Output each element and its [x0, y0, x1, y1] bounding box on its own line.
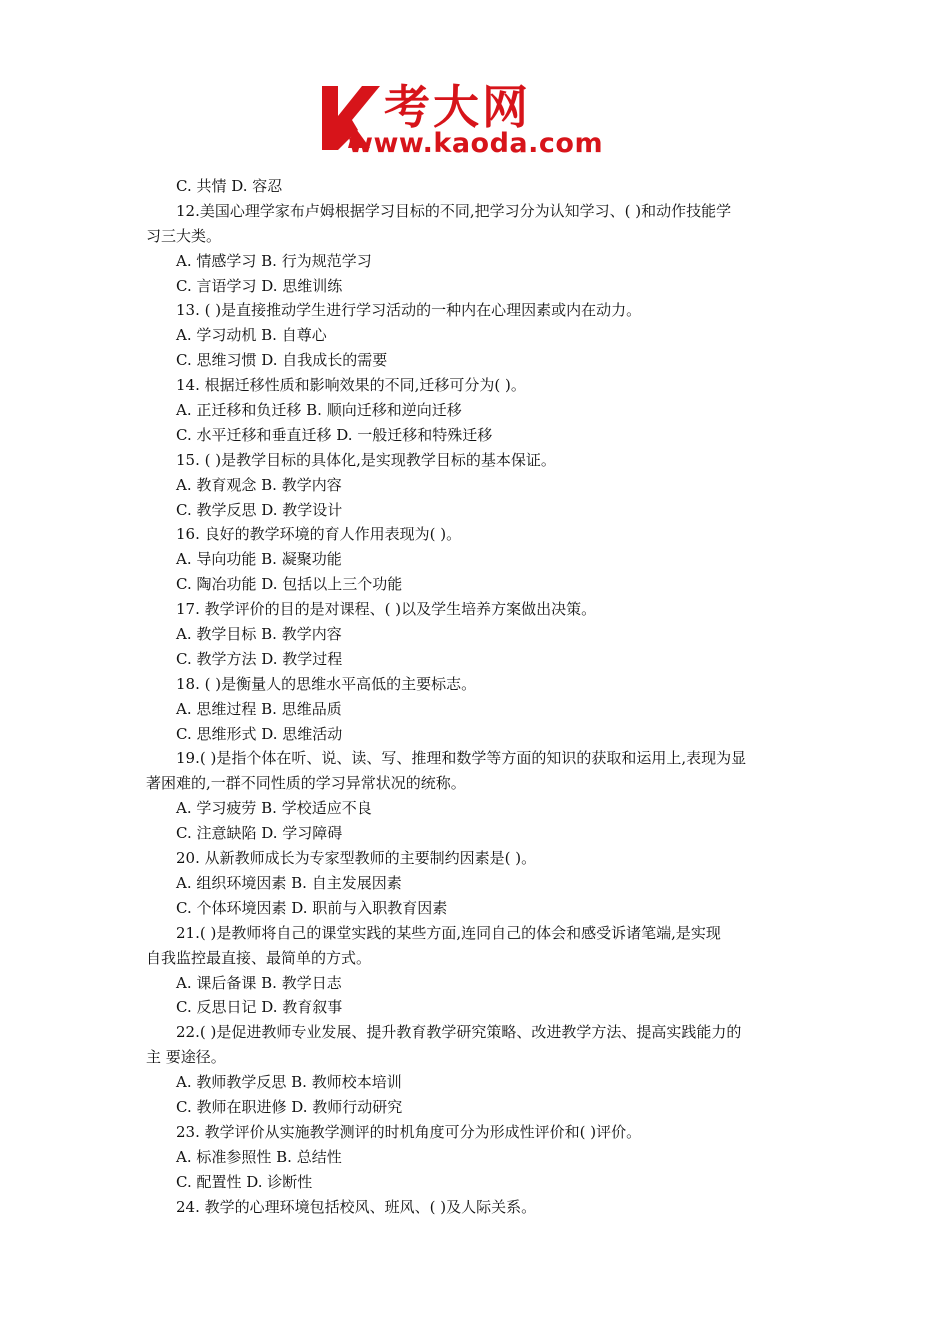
text-line: 17. 教学评价的目的是对课程、( )以及学生培养方案做出决策。 [176, 600, 597, 619]
text-line: C. 教学方法 D. 教学过程 [176, 649, 343, 668]
text-line: C. 水平迁移和垂直迁移 D. 一般迁移和特殊迁移 [176, 425, 493, 444]
text-line: C. 陶冶功能 D. 包括以上三个功能 [176, 575, 403, 594]
text-line: C. 反思日记 D. 教育叙事 [176, 998, 343, 1017]
text-line: 自我监控最直接、最简单的方式。 [146, 948, 372, 967]
text-line: C. 言语学习 D. 思维训练 [176, 276, 343, 295]
text-line: 12.美国心理学家布卢姆根据学习目标的不同,把学习分为认知学习、( )和动作技能学 [176, 201, 732, 220]
text-line: 23. 教学评价从实施教学测评的时机角度可分为形成性评价和( )评价。 [176, 1122, 642, 1141]
text-line: A. 教育观念 B. 教学内容 [176, 475, 342, 494]
text-line: 13. ( )是直接推动学生进行学习活动的一种内在心理因素或内在动力。 [176, 301, 642, 320]
text-line: 著困难的,一群不同性质的学习异常状况的统称。 [146, 774, 466, 793]
text-line: A. 学习疲劳 B. 学校适应不良 [176, 799, 372, 818]
text-line: C. 思维习惯 D. 自我成长的需要 [176, 351, 388, 370]
text-line: A. 标准参照性 B. 总结性 [176, 1147, 342, 1166]
text-line: C. 共情 D. 容忍 [176, 177, 283, 195]
logo-chinese-name: 考大网 [384, 80, 531, 134]
text-line: 22.( )是促进教师专业发展、提升教育教学研究策略、改进教学方法、提高实践能力的 [176, 1023, 742, 1042]
text-line: A. 情感学习 B. 行为规范学习 [176, 251, 372, 270]
text-line: 21.( )是教师将自己的课堂实践的某些方面,连同自己的体会和感受诉诸笔端,是实现 [176, 923, 721, 942]
text-line: 14. 根据迁移性质和影响效果的不同,迁移可分为( )。 [176, 376, 526, 395]
text-line: 16. 良好的教学环境的育人作用表现为( )。 [176, 525, 462, 544]
text-line: 习三大类。 [146, 226, 222, 245]
text-line: A. 导向功能 B. 凝聚功能 [176, 550, 342, 569]
text-line: C. 个体环境因素 D. 职前与入职教育因素 [176, 898, 448, 917]
text-line: C. 思维形式 D. 思维活动 [176, 724, 343, 743]
text-line: 19.( )是指个体在听、说、读、写、推理和数学等方面的知识的获取和运用上,表现为显 [176, 749, 747, 768]
text-line: 20. 从新教师成长为专家型教师的主要制约因素是( )。 [176, 849, 537, 868]
text-line: C. 注意缺陷 D. 学习障碍 [176, 824, 343, 843]
site-logo [318, 82, 638, 162]
text-line: 15. ( )是教学目标的具体化,是实现教学目标的基本保证。 [176, 450, 556, 469]
text-line: 24. 教学的心理环境包括校风、班风、( )及人际关系。 [176, 1197, 537, 1216]
question-list [146, 174, 810, 1219]
text-line: A. 学习动机 B. 自尊心 [176, 326, 327, 345]
logo-url: www.kaoda.com [348, 128, 604, 159]
text-line: A. 思维过程 B. 思维品质 [176, 699, 342, 718]
text-line: A. 正迁移和负迁移 B. 顺向迁移和逆向迁移 [176, 401, 462, 420]
text-line: A. 教学目标 B. 教学内容 [176, 625, 342, 644]
text-line: A. 教师教学反思 B. 教师校本培训 [176, 1073, 402, 1092]
text-line: 18. ( )是衡量人的思维水平高低的主要标志。 [176, 674, 477, 693]
text-line: C. 教师在职进修 D. 教师行动研究 [176, 1097, 403, 1116]
text-line: C. 配置性 D. 诊断性 [176, 1172, 313, 1191]
text-line: A. 组织环境因素 B. 自主发展因素 [176, 873, 402, 892]
text-line: 主 要途径。 [146, 1048, 226, 1067]
text-line: C. 教学反思 D. 教学设计 [176, 500, 343, 519]
text-line: A. 课后备课 B. 教学日志 [176, 973, 342, 992]
